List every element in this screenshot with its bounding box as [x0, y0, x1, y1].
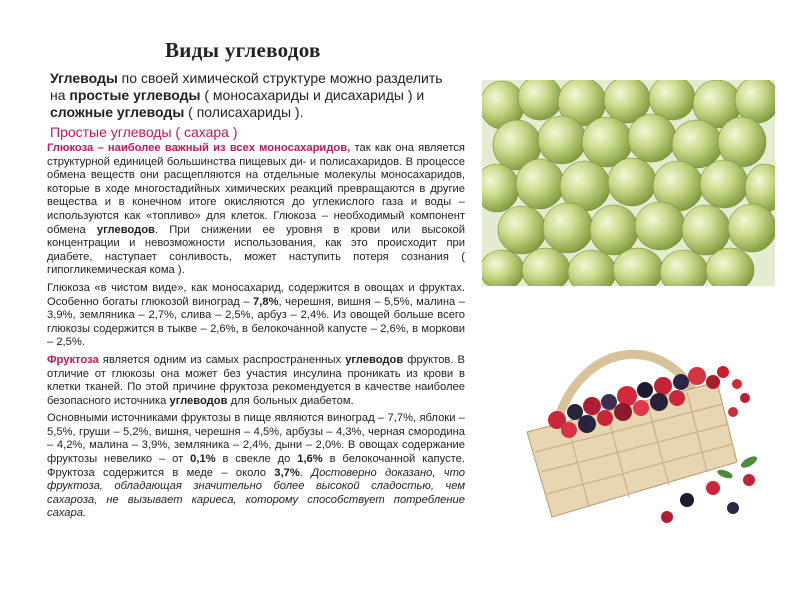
term-fructose: Фруктоза: [47, 353, 99, 366]
text: является одним из самых распространенных: [98, 353, 346, 366]
text: так как она является структурной единицей большинства пищевых ди- и полисахаридов. В процессе обмена веществ они расщепляются на отдельные молекулы моносахаридов, которые в ходе многостадийных химических реакций превращаются в другие вещества и в конечном итоге окисляются до углекислого газа и воды – используются как «топливо» для клеток. Глюкоза – необходимый компонент обмена: [47, 142, 465, 236]
value: 1,6%: [297, 453, 323, 466]
value: 7,8%: [253, 295, 279, 308]
grapes-photo: [482, 80, 775, 286]
section-heading-simple-carbs: Простые углеводы ( сахара ): [50, 124, 238, 140]
text: Основными источниками фруктозы в пище являются виноград – 7,7%, яблоки – 5,5%, груши – 5,2%, вишня, черешня – 4,5%, арбузы – 4,3%, черная смородина – 4,2%, малина – 3,9%, земляника – 2,4%, дыни – 2,0%. В овощах содержание фруктозы невелико – от: [47, 412, 465, 466]
berry-basket-illustration: [487, 312, 773, 533]
value: 0,1%: [190, 453, 216, 466]
intro-term-complex: сложные углеводы: [50, 104, 185, 120]
term-carbs: углеводов: [96, 223, 155, 236]
italic-note: Достоверно доказано, что фруктоза, обладающая значительно более высокой сладостью, чем сахароза, не вызывает кариеса, которому способствует потребление сахара.: [47, 466, 465, 520]
text: , черешня, вишня – 5,5%, малина – 3,9%, земляника – 2,7%, слива – 2,5%, арбуз – 2,4%. Из овощей больше всего глюкозы содержится в тыкве – 2,6%, в белокочанной капусте – 2,6%, в моркови – 2,5%.: [47, 295, 465, 349]
text: в свекле до: [215, 453, 298, 466]
text: фруктов. В отличие от глюкозы она может без участия инсулина проникать из крови в клетки тканей. По этой причине фруктоза рекомендуется в качестве наиболее безопасного источника: [47, 353, 466, 407]
text: в белокочанной капусте. Фруктоза содержится в меде – около: [47, 453, 465, 479]
text: для больных диабетом.: [227, 394, 354, 407]
term-glucose: Глюкоза – наиболее важный из всех моносахаридов,: [47, 142, 351, 154]
paragraph-glucose: [47, 142, 465, 278]
page-title: Виды углеводов: [165, 38, 321, 62]
intro-term-simple: простые углеводы: [69, 87, 201, 103]
text: . При снижении ее уровня в крови или высокой концентрации и невозможности использования, как это происходит при диабете, наступает сонливость, может наступить потеря сознания ( гипогликемическая кома ).: [47, 223, 465, 277]
paragraph-fructose-sources: [47, 412, 465, 521]
intro-paragraph: [50, 70, 450, 121]
term-carbs: углеводов: [169, 394, 228, 407]
intro-text: ( полисахариды ).: [184, 104, 304, 120]
text: .: [299, 466, 312, 479]
berry-basket-photo: [487, 312, 773, 533]
paragraph-glucose-sources: [47, 282, 465, 350]
term-carbs: углеводов: [345, 353, 404, 366]
grapes-illustration: [482, 80, 775, 286]
article-body: [47, 142, 465, 525]
text: Глюкоза «в чистом виде», как моносахарид, содержится в овощах и фруктах. Особенно богаты глюкозой виноград –: [47, 281, 465, 308]
paragraph-fructose: [47, 354, 465, 408]
intro-text: ( моносахариды и дисахариды ) и: [200, 87, 425, 103]
intro-text: по своей химической структуре можно разделить на: [50, 70, 443, 103]
value: 3,7%: [274, 466, 300, 479]
intro-term-carbs: Углеводы: [50, 70, 118, 86]
